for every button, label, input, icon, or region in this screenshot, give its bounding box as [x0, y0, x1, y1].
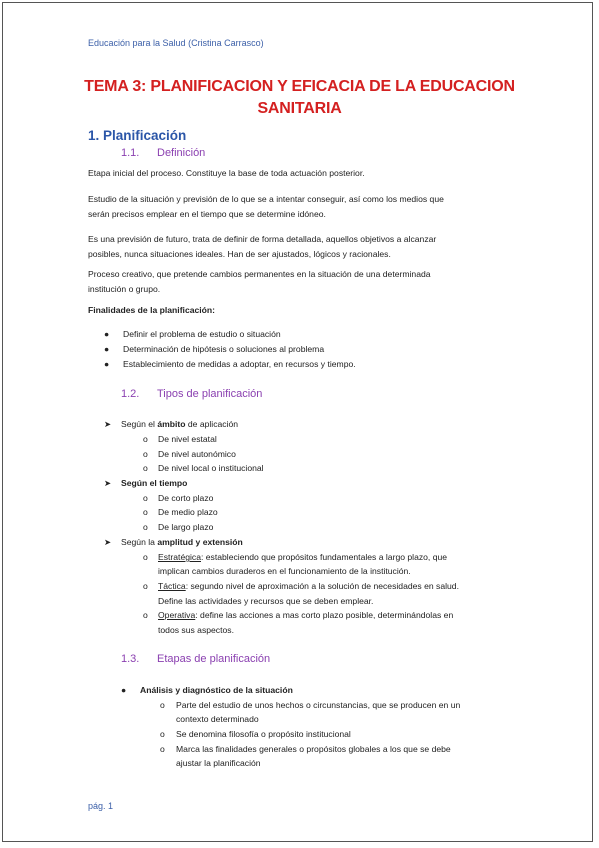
circle-bullet-icon: o [160, 744, 165, 754]
term: Estratégica [158, 552, 201, 562]
circle-bullet-icon: o [143, 493, 148, 503]
tipo-suffix: de aplicación [185, 419, 239, 429]
etapa-analisis: Análisis y diagnóstico de la situación [140, 685, 293, 695]
tipo-bold: ámbito [157, 419, 186, 429]
tipo-ambito [121, 417, 238, 432]
list-item: Determinación de hipótesis o soluciones al problema [123, 344, 325, 354]
subheading-number: 1.1. [121, 147, 140, 159]
circle-bullet-icon: o [143, 434, 148, 444]
definition-line-2: implican cambios duraderos en el funcionamiento de la institución. [158, 566, 411, 576]
definition-line-2: Define las actividades y recursos que se deben emplear. [158, 596, 374, 606]
bullet-icon: ● [104, 344, 110, 354]
circle-bullet-icon: o [160, 729, 165, 739]
paragraph-4-line-2: institución o grupo. [88, 284, 161, 294]
list-item: De nivel autonómico [158, 449, 236, 459]
definition-line-1: : segundo nivel de aproximación a la solución de necesidades en salud. [185, 581, 459, 591]
bullet-icon: ● [104, 359, 110, 369]
circle-bullet-icon: o [143, 552, 148, 562]
list-item-tactica [158, 579, 459, 594]
subheading-number: 1.3. [121, 653, 140, 665]
running-header: Educación para la Salud (Cristina Carrasco) [88, 38, 264, 48]
circle-bullet-icon: o [143, 610, 148, 620]
paragraph-2-line-2: serán precisos emplear en el tiempo que se determine idóneo. [88, 209, 326, 219]
list-item-estrategica [158, 550, 447, 565]
subheading-etapas [121, 653, 270, 665]
paragraph-1: Etapa inicial del proceso. Constituye la base de toda actuación posterior. [88, 168, 365, 178]
paragraph-2 [88, 192, 518, 222]
bullet-icon: ● [121, 685, 127, 695]
arrow-bullet-icon: ➤ [104, 419, 112, 429]
title-line-1: TEMA 3: PLANIFICACION Y EFICACIA DE LA EDUCACION [84, 78, 515, 95]
section-heading-planificacion: 1. Planificación [88, 128, 187, 143]
subheading-label: Definición [157, 147, 206, 159]
paragraph-4 [88, 267, 518, 297]
finalidades-title: Finalidades de la planificación: [88, 305, 216, 315]
paragraph-3-line-1: Es una previsión de futuro, trata de definir de forma detallada, aquellos objetivos a alcanzar [88, 234, 437, 244]
paragraph-3 [88, 232, 518, 262]
tipo-bold: amplitud y extensión [157, 537, 243, 547]
definition-line-2: todos sus aspectos. [158, 625, 234, 635]
subheading-label: Etapas de planificación [157, 653, 271, 665]
term: Operativa [158, 610, 196, 620]
subheading-label: Tipos de planificación [157, 388, 263, 400]
arrow-bullet-icon: ➤ [104, 478, 112, 488]
list-item: Se denomina filosofía o propósito institucional [176, 729, 351, 739]
paragraph-4-line-1: Proceso creativo, que pretende cambios permanentes en la situación de una determinada [88, 269, 431, 279]
list-item: Definir el problema de estudio o situación [123, 329, 281, 339]
list-item-continuation: contexto determinado [176, 714, 259, 724]
title-line-2: SANITARIA [257, 100, 342, 117]
subheading-definicion [121, 147, 205, 159]
definition-line-1: : define las acciones a mas corto plazo posible, determinándolas en [195, 610, 454, 620]
subheading-number: 1.2. [121, 388, 140, 400]
list-item: De nivel local o institucional [158, 463, 264, 473]
circle-bullet-icon: o [143, 522, 148, 532]
list-item-continuation: ajustar la planificación [176, 758, 261, 768]
list-item: Establecimiento de medidas a adoptar, en recursos y tiempo. [123, 359, 356, 369]
list-item: De nivel estatal [158, 434, 217, 444]
tipo-tiempo: Según el tiempo [121, 478, 188, 488]
list-item: De largo plazo [158, 522, 214, 532]
circle-bullet-icon: o [160, 700, 165, 710]
document-title [60, 76, 539, 120]
definition-line-1: : estableciendo que propósitos fundamentales a largo plazo, que [201, 552, 448, 562]
list-item: Parte del estudio de unos hechos o circunstancias, que se producen en un [176, 700, 461, 710]
list-item: De medio plazo [158, 507, 218, 517]
arrow-bullet-icon: ➤ [104, 537, 112, 547]
paragraph-2-line-1: Estudio de la situación y previsión de lo que se a intentar conseguir, así como los medios que [88, 194, 444, 204]
circle-bullet-icon: o [143, 507, 148, 517]
bullet-icon: ● [104, 329, 110, 339]
tipo-amplitud [121, 535, 243, 550]
list-item-operativa [158, 608, 453, 623]
circle-bullet-icon: o [143, 581, 148, 591]
list-item: Marca las finalidades generales o propósitos globales a los que se debe [176, 744, 451, 754]
circle-bullet-icon: o [143, 463, 148, 473]
list-item: De corto plazo [158, 493, 214, 503]
paragraph-3-line-2: posibles, nunca situaciones ideales. Han de ser ajustados, lógicos y racionales. [88, 249, 391, 259]
circle-bullet-icon: o [143, 449, 148, 459]
page-number: pág. 1 [88, 801, 114, 811]
term: Táctica [158, 581, 186, 591]
subheading-tipos [121, 388, 262, 400]
tipo-prefix: Según el [121, 419, 158, 429]
tipo-prefix: Según la [121, 537, 158, 547]
